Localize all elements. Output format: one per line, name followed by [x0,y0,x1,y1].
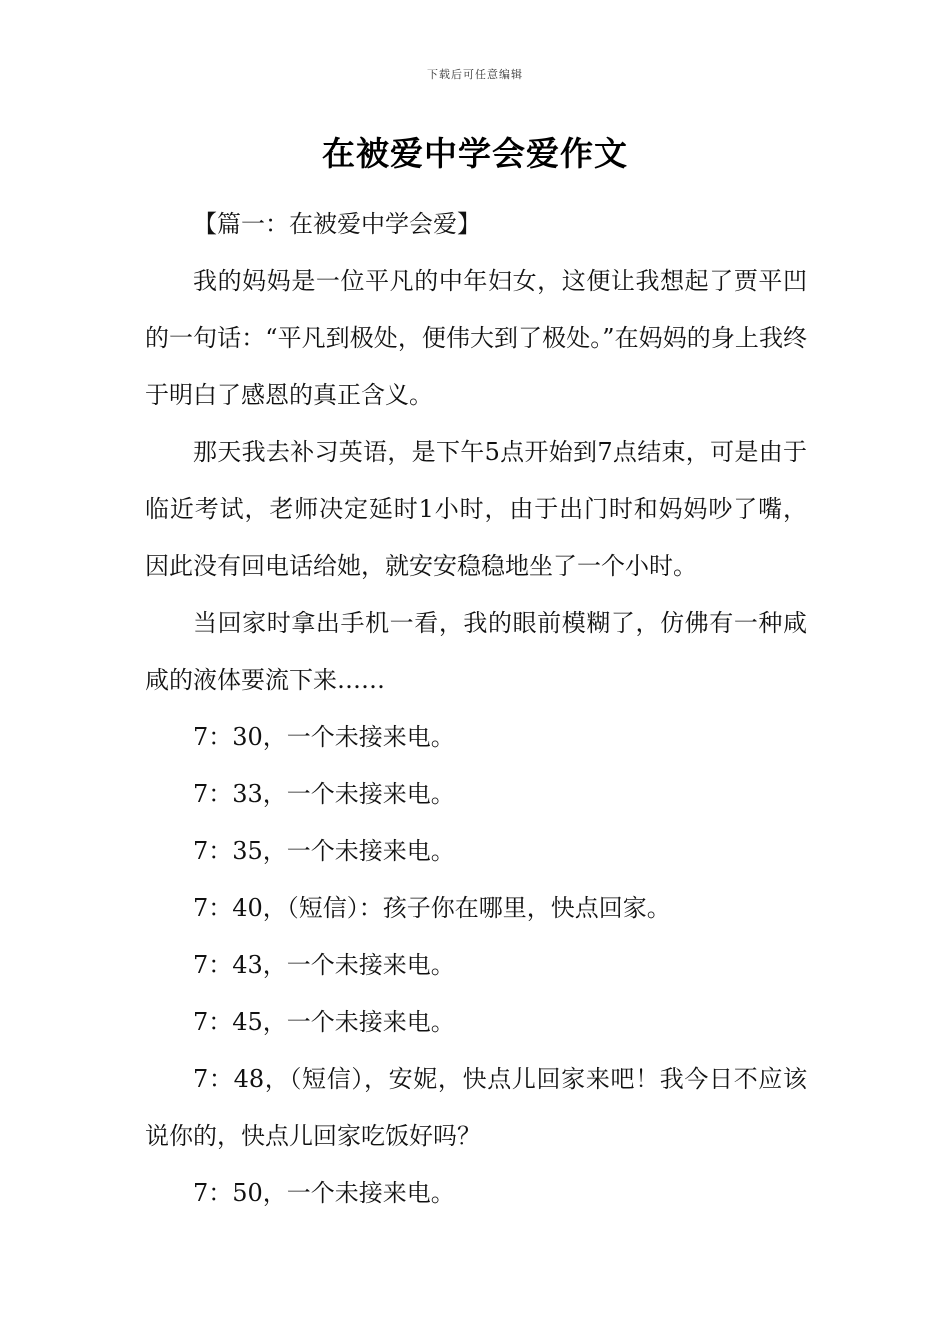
document-title: 在被爱中学会爱作文 [322,134,628,173]
paragraph: 我的妈妈是一位平凡的中年妇女，这便让我想起了贾平凹的一句话：“平凡到极处，便伟大到了极处。”在妈妈的身上我终于明白了感恩的真正含义。 [145,267,807,409]
call-log-entry: 7：50，一个未接来电。 [193,1179,455,1207]
call-log-entry: 7：43，一个未接来电。 [193,951,455,979]
sms-log-entry: 7：48，（短信），安妮，快点儿回家来吧！我今日不应该说你的，快点儿回家吃饭好吗？ [145,1065,807,1150]
document-body [145,196,807,1222]
paragraph: 那天我去补习英语，是下午5点开始到7点结束，可是由于临近考试，老师决定延时1小时，由于出门时和妈妈吵了嘴，因此没有回电话给她，就安安稳稳地坐了一个小时。 [145,438,807,580]
sms-log-entry: 7：40，（短信）：孩子你在哪里，快点回家。 [193,894,671,922]
call-log-entry: 7：30，一个未接来电。 [193,723,455,751]
paragraph: 当回家时拿出手机一看，我的眼前模糊了，仿佛有一种咸咸的液体要流下来…… [145,609,807,694]
call-log-entry: 7：33，一个未接来电。 [193,780,455,808]
header-note: 下载后可任意编辑 [427,68,523,81]
section-heading: 【篇一：在被爱中学会爱】 [193,210,481,238]
call-log-entry: 7：45，一个未接来电。 [193,1008,455,1036]
call-log-entry: 7：35，一个未接来电。 [193,837,455,865]
